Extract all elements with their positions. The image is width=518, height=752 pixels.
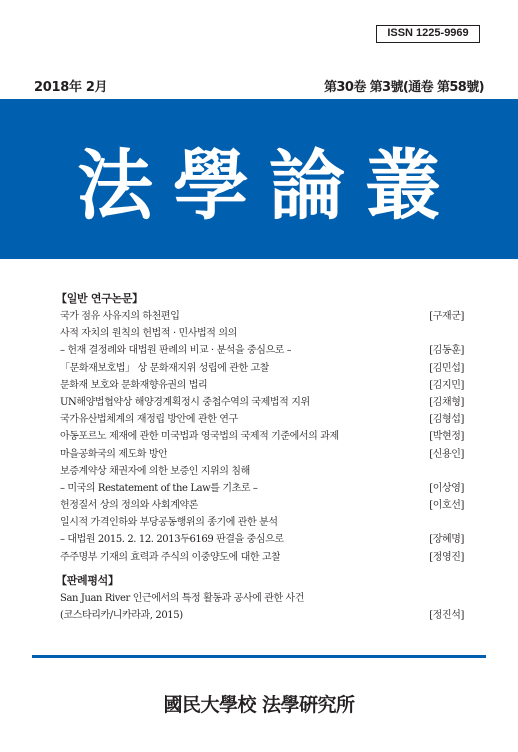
article-author: [장혜명] [429, 534, 464, 546]
toc-row [60, 480, 464, 497]
toc-row [60, 607, 464, 624]
issue-date: 2018年 2月 [34, 80, 108, 95]
article-author: [신용인] [429, 448, 464, 460]
section-general [56, 290, 464, 566]
toc-row [60, 463, 464, 480]
article-author: [김지민] [429, 379, 464, 391]
article-author: [정진석] [429, 610, 464, 621]
article-title: 일시적 가격인하와 부당공동행위의 종기에 관한 분석 [60, 517, 278, 529]
toc-row [60, 590, 464, 607]
toc-row [60, 360, 464, 377]
article-title: 국가유산법체계의 재정립 방안에 관한 연구 [60, 414, 238, 426]
article-author: [김형섭] [429, 414, 464, 426]
toc-row [60, 514, 464, 531]
publisher-name: 國民大學校 法學硏究所 [163, 694, 355, 716]
issn-box: ISSN 1225-9969 [376, 25, 480, 43]
article-title: 보증계약상 채권자에 의한 보증인 지위의 침해 [60, 465, 250, 477]
article-title: San Juan River 인근에서의 특정 활동과 공사에 관한 사건 [60, 592, 305, 604]
article-author: [이호선] [429, 500, 464, 512]
section-heading: 【판례평석】 [56, 573, 119, 587]
article-title: – 헌재 결정례와 대법원 판례의 비교 · 분석을 중심으로 – [60, 345, 292, 357]
volume-info: 第30卷 第3號(通卷 第58號) [324, 80, 484, 95]
toc-row [60, 308, 464, 325]
toc-row [60, 428, 464, 445]
article-title: 국가 점유 사유지의 하천편입 [60, 311, 180, 322]
article-title: 「문화재보호법」 상 문화재지위 성립에 관한 고찰 [60, 362, 270, 374]
article-author: [구재군] [429, 311, 464, 322]
toc-row [60, 394, 464, 411]
article-title: 주주명부 기재의 효력과 주식의 이중양도에 대한 고찰 [60, 551, 281, 563]
toc-row [60, 411, 464, 428]
table-of-contents [56, 290, 464, 624]
article-author: [김채형] [429, 396, 464, 408]
toc-row [60, 325, 464, 342]
journal-title: 法學論叢 [77, 140, 461, 230]
toc-row [60, 549, 464, 566]
toc-row [60, 342, 464, 359]
article-title: 헌정질서 상의 정의와 사회계약론 [60, 500, 198, 512]
section-case-reviews [56, 572, 464, 624]
article-title: – 대법원 2015. 2. 12. 2013두6169 판결을 중심으로 [60, 534, 284, 546]
section-heading: 【일반 연구논문】 [56, 292, 143, 305]
article-author: [이상영] [429, 482, 464, 494]
article-title: 사적 자치의 원칙의 헌법적 · 민사법적 의의 [60, 328, 237, 340]
article-title: 마을공화국의 제도화 방안 [60, 448, 168, 460]
article-title: UN해양법협약상 해양경계획정시 중첩수역의 국제법적 지위 [60, 396, 310, 408]
article-title: 문화재 보호와 문화재향유권의 법리 [60, 379, 208, 391]
article-title: 아동포르노 제재에 관한 미국법과 영국법의 국제적 기준에서의 과제 [60, 431, 339, 443]
title-band [0, 99, 518, 259]
article-title: – 미국의 Restatement of the Law를 기초로 – [60, 482, 258, 494]
toc-row [60, 377, 464, 394]
article-author: [김동훈] [429, 345, 464, 357]
article-author: [박현정] [429, 431, 464, 443]
toc-row [60, 531, 464, 548]
toc-row [60, 446, 464, 463]
article-author: [김민섭] [429, 362, 464, 374]
article-author: [정영진] [429, 551, 464, 563]
article-title: (코스타리카/니카라과, 2015) [60, 610, 183, 621]
divider-rule [32, 655, 486, 658]
toc-row [60, 497, 464, 514]
